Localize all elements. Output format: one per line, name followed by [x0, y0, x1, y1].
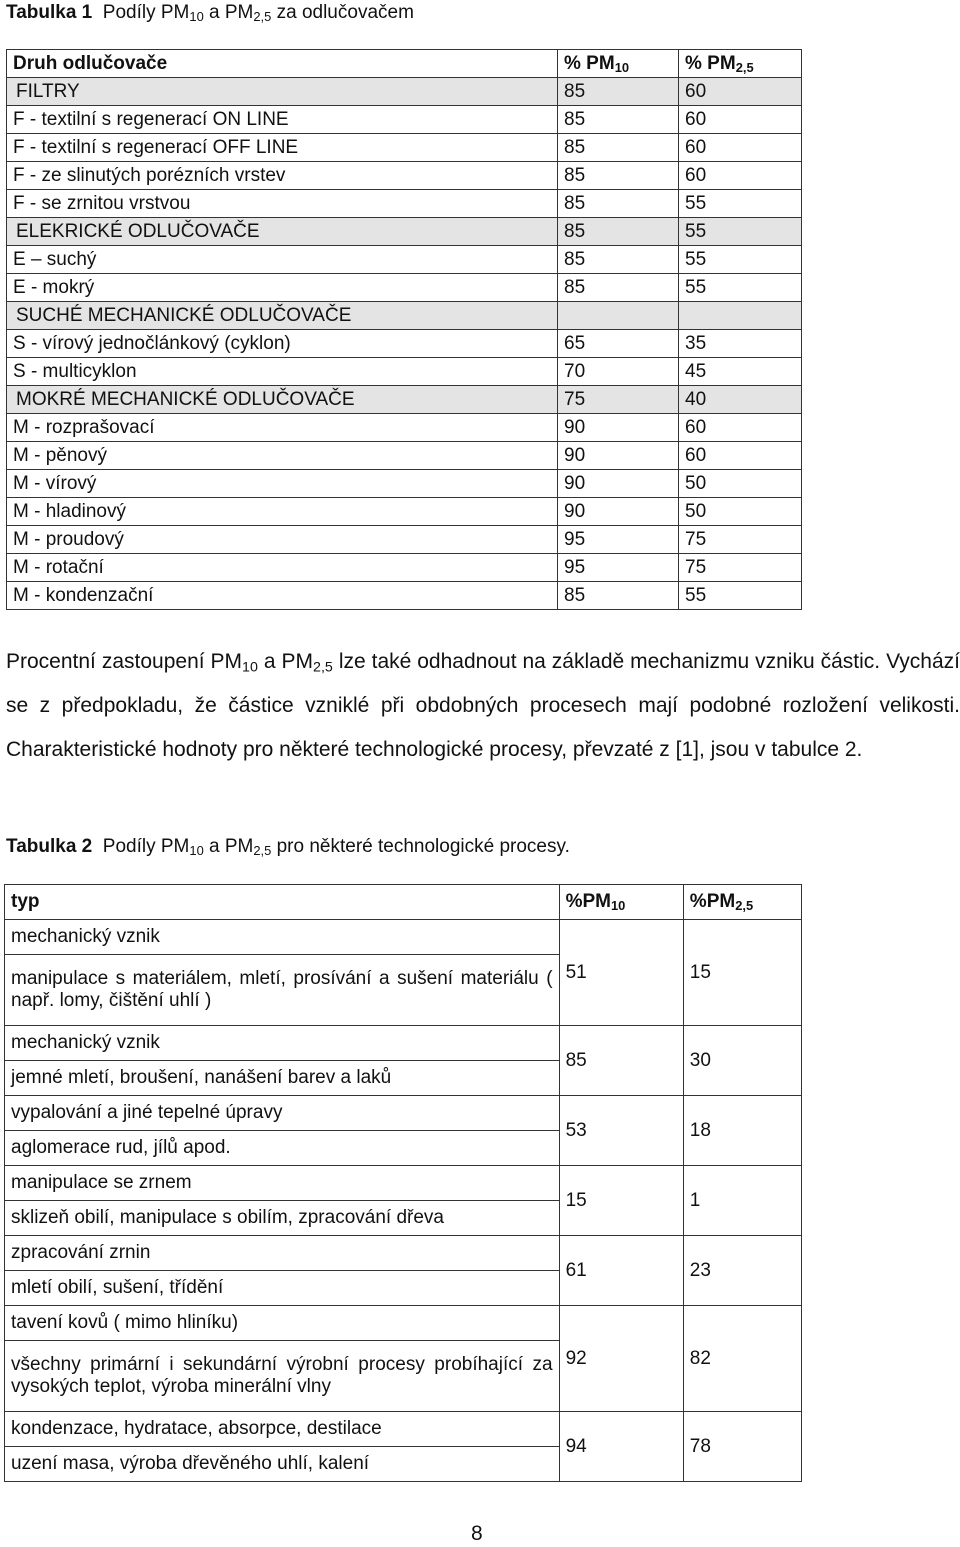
table1-cell-type: MOKRÉ MECHANICKÉ ODLUČOVAČE	[7, 386, 558, 414]
table1-row	[7, 274, 802, 302]
table2-caption	[6, 836, 570, 858]
table2-header-pm10-text: %PM	[565, 891, 611, 912]
table2-cell-category: mechanický vznik	[5, 920, 560, 955]
table1-cell-type: ELEKRICKÉ ODLUČOVAČE	[7, 218, 558, 246]
table1-caption-text-pre: Podíly PM	[102, 2, 190, 23]
table2-header-pm10-sub: 10	[610, 898, 626, 914]
table1-caption-label: Tabulka 1	[6, 2, 93, 23]
table1-cell-type: E – suchý	[7, 246, 558, 274]
table1-caption-sub1: 10	[189, 9, 204, 25]
table2-cell-process: všechny primární i sekundární výrobní procesy probíhající za vysokých teplot, výroba minerální vlny	[5, 1341, 560, 1412]
table1-header-row	[7, 50, 802, 78]
table1-cell-pm10: 90	[558, 442, 679, 470]
table1-cell-type: S - multicyklon	[7, 358, 558, 386]
table2-caption-sub2: 2,5	[253, 843, 272, 859]
table1-row	[7, 358, 802, 386]
table1-header-pm25-text: % PM	[685, 53, 736, 74]
table1-category-row	[7, 78, 802, 106]
table1-cell-type: S - vírový jednočlánkový (cyklon)	[7, 330, 558, 358]
table2-cell-pm10: 51	[559, 920, 683, 1026]
table2-cell-process: manipulace s materiálem, mletí, prosívání a sušení materiálu ( např. lomy, čištění uhlí )	[5, 955, 560, 1026]
table1-row	[7, 554, 802, 582]
table1-row	[7, 414, 802, 442]
table2-cell-pm25: 18	[683, 1096, 801, 1166]
table1-cell-pm25: 50	[679, 470, 802, 498]
table1-cell-pm25: 45	[679, 358, 802, 386]
table2-cell-pm10: 61	[559, 1236, 683, 1306]
table2-group-row-top	[5, 1026, 802, 1061]
table2-cell-pm25: 82	[683, 1306, 801, 1412]
table1-cell-pm10: 90	[558, 470, 679, 498]
table1-header-type: Druh odlučovače	[7, 50, 558, 78]
table2-cell-category: vypalování a jiné tepelné úpravy	[5, 1096, 560, 1131]
table1-cell-type: M - kondenzační	[7, 582, 558, 610]
table1-cell-pm10: 90	[558, 498, 679, 526]
table1-row	[7, 134, 802, 162]
table1-cell-pm10: 85	[558, 106, 679, 134]
table1-header-pm10-text: % PM	[564, 53, 615, 74]
table1-cell-pm10: 85	[558, 78, 679, 106]
table2-cell-pm10: 85	[559, 1026, 683, 1096]
table1-row	[7, 246, 802, 274]
table1-cell-type: F - textilní s regenerací OFF LINE	[7, 134, 558, 162]
table1-cell-pm25: 55	[679, 190, 802, 218]
table1-cell-pm25: 60	[679, 78, 802, 106]
table2-header-row	[5, 885, 802, 920]
table1-cell-pm10	[558, 302, 679, 330]
paragraph-sub1: 10	[242, 659, 258, 676]
table1-row	[7, 106, 802, 134]
table2-cell-pm25: 23	[683, 1236, 801, 1306]
table1-cell-pm25: 40	[679, 386, 802, 414]
table1-category-row	[7, 218, 802, 246]
table2-group-row-top	[5, 1412, 802, 1447]
table1-cell-type: F - textilní s regenerací ON LINE	[7, 106, 558, 134]
table2-caption-label: Tabulka 2	[6, 836, 93, 857]
table1-cell-pm25: 60	[679, 442, 802, 470]
table2-caption-sub1: 10	[189, 843, 204, 859]
table2-cell-pm10: 15	[559, 1166, 683, 1236]
table1-cell-pm10: 70	[558, 358, 679, 386]
table2-cell-category: manipulace se zrnem	[5, 1166, 560, 1201]
table1-cell-pm10: 75	[558, 386, 679, 414]
table2-header-pm25-sub: 2,5	[735, 898, 754, 914]
table1-cell-pm25: 35	[679, 330, 802, 358]
table2-group-row-top	[5, 1236, 802, 1271]
table1-cell-pm10: 85	[558, 190, 679, 218]
table1-cell-pm10: 65	[558, 330, 679, 358]
table1-row	[7, 442, 802, 470]
table1-row	[7, 582, 802, 610]
page-number: 8	[471, 1522, 483, 1545]
table1-header-pm10-sub: 10	[614, 60, 630, 76]
table2-cell-category: zpracování zrnin	[5, 1236, 560, 1271]
table1-row	[7, 526, 802, 554]
table1-cell-pm10: 85	[558, 218, 679, 246]
table1-row	[7, 330, 802, 358]
table1-cell-pm25: 55	[679, 582, 802, 610]
table1-cell-pm10: 85	[558, 134, 679, 162]
table1-cell-pm25: 55	[679, 218, 802, 246]
table1-cell-type: M - proudový	[7, 526, 558, 554]
table1-row	[7, 470, 802, 498]
table1-cell-type: FILTRY	[7, 78, 558, 106]
table2-group-row-top	[5, 920, 802, 955]
table1-row	[7, 190, 802, 218]
table2-cell-process: sklizeň obilí, manipulace s obilím, zpracování dřeva	[5, 1201, 560, 1236]
table2-cell-pm10: 53	[559, 1096, 683, 1166]
table1-cell-pm25: 60	[679, 134, 802, 162]
table2-cell-process: mletí obilí, sušení, třídění	[5, 1271, 560, 1306]
table1-cell-pm25: 60	[679, 162, 802, 190]
table2-group-row-top	[5, 1306, 802, 1341]
table2-group-row-top	[5, 1096, 802, 1131]
table1-cell-pm10: 95	[558, 526, 679, 554]
table1-category-row	[7, 302, 802, 330]
table1-row	[7, 498, 802, 526]
table1-cell-pm10: 95	[558, 554, 679, 582]
table1-caption-mid: a PM	[203, 2, 254, 23]
table1-cell-pm25: 75	[679, 554, 802, 582]
table2-cell-process: aglomerace rud, jílů apod.	[5, 1131, 560, 1166]
table1-cell-pm25: 60	[679, 106, 802, 134]
table1-cell-type: M - vírový	[7, 470, 558, 498]
table1-cell-type: M - rotační	[7, 554, 558, 582]
table1-cell-pm25	[679, 302, 802, 330]
table1-caption-sub2: 2,5	[253, 9, 272, 25]
table2-caption-text-pre: Podíly PM	[102, 836, 190, 857]
table2-cell-category: mechanický vznik	[5, 1026, 560, 1061]
paragraph-part1: Procentní zastoupení PM	[6, 650, 243, 673]
table2-group-row-top	[5, 1166, 802, 1201]
table1-cell-pm10: 85	[558, 162, 679, 190]
process-table	[4, 884, 802, 1482]
table1-cell-type: M - pěnový	[7, 442, 558, 470]
table2-cell-category: kondenzace, hydratace, absorpce, destilace	[5, 1412, 560, 1447]
table1-cell-pm25: 75	[679, 526, 802, 554]
table1-cell-type: F - se zrnitou vrstvou	[7, 190, 558, 218]
table1-caption-text-post: za odlučovačem	[271, 2, 414, 23]
paragraph-sub2: 2,5	[313, 659, 333, 676]
table2-header-pm25-text: %PM	[689, 891, 736, 912]
table1-cell-pm25: 60	[679, 414, 802, 442]
table1-cell-pm10: 90	[558, 414, 679, 442]
table1-header-pm25	[679, 50, 802, 78]
table2-header-type: typ	[5, 885, 560, 920]
table2-cell-process: uzení masa, výroba dřevěného uhlí, kalení	[5, 1447, 560, 1482]
table2-cell-pm10: 94	[559, 1412, 683, 1482]
table1-cell-pm10: 85	[558, 582, 679, 610]
table1-cell-pm10: 85	[558, 246, 679, 274]
table1-cell-type: SUCHÉ MECHANICKÉ ODLUČOVAČE	[7, 302, 558, 330]
table1-header-pm10	[558, 50, 679, 78]
table2-cell-category: tavení kovů ( mimo hliníku)	[5, 1306, 560, 1341]
table2-caption-text-post: pro některé technologické procesy.	[271, 836, 570, 857]
table2-caption-mid: a PM	[203, 836, 254, 857]
table2-cell-pm25: 30	[683, 1026, 801, 1096]
table1-row	[7, 162, 802, 190]
table1-cell-type: M - rozprašovací	[7, 414, 558, 442]
body-paragraph	[6, 640, 960, 772]
table2-cell-pm10: 92	[559, 1306, 683, 1412]
table1-cell-pm25: 50	[679, 498, 802, 526]
paragraph-part3: lze také odhadnout na základě mechanizmu vzniku částic. Vychází se z předpokladu, že částice vzniklé při obdobných procesech mají podobné rozložení velikosti. Charakteristické hodnoty pro některé technologické procesy, převzaté z [1], jsou v tabulce 2.	[6, 650, 960, 761]
table1-cell-pm25: 55	[679, 246, 802, 274]
separator-table	[6, 49, 802, 610]
table2-cell-pm25: 78	[683, 1412, 801, 1482]
table1-cell-type: M - hladinový	[7, 498, 558, 526]
table1-header-pm25-sub: 2,5	[735, 60, 754, 76]
table1-cell-pm10: 85	[558, 274, 679, 302]
paragraph-part2: a PM	[257, 650, 314, 673]
table2-cell-process: jemné mletí, broušení, nanášení barev a laků	[5, 1061, 560, 1096]
table2-cell-pm25: 15	[683, 920, 801, 1026]
table1-cell-pm25: 55	[679, 274, 802, 302]
table2-header-pm10	[559, 885, 683, 920]
table2-header-pm25	[683, 885, 801, 920]
table2-cell-pm25: 1	[683, 1166, 801, 1236]
table1-cell-type: F - ze slinutých porézních vrstev	[7, 162, 558, 190]
table1-caption	[6, 2, 414, 24]
table1-cell-type: E - mokrý	[7, 274, 558, 302]
table1-category-row	[7, 386, 802, 414]
